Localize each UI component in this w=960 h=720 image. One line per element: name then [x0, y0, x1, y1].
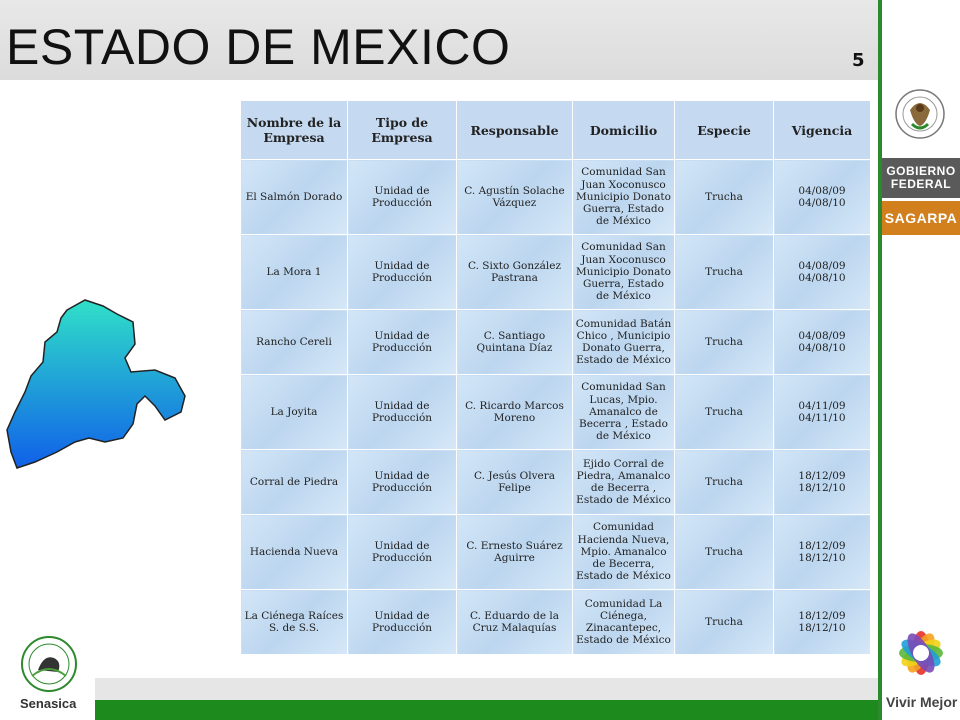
cell-vigencia: [774, 160, 871, 235]
page-number: 5: [852, 50, 865, 71]
vigencia-start: 04/11/09: [798, 399, 846, 412]
table-row: [241, 310, 871, 375]
vigencia-start: 04/08/09: [798, 184, 846, 197]
cell-nombre: Hacienda Nueva: [241, 515, 348, 590]
cell-nombre: La Joyita: [241, 375, 348, 450]
cell-responsable: C. Ricardo Marcos Moreno: [457, 375, 573, 450]
cell-especie: Trucha: [675, 160, 774, 235]
cell-responsable: C. Sixto González Pastrana: [457, 235, 573, 310]
table-row: [241, 450, 871, 515]
sagarpa-logo: SAGARPA: [882, 201, 960, 235]
vigencia-start: 18/12/09: [798, 539, 846, 552]
cell-nombre: Corral de Piedra: [241, 450, 348, 515]
header-nombre: Nombre de la Empresa: [241, 101, 348, 160]
cell-especie: Trucha: [675, 590, 774, 655]
cell-domicilio: Comunidad San Lucas, Mpio. Amanalco de Becerra , Estado de México: [573, 375, 675, 450]
table-row: [241, 235, 871, 310]
cell-vigencia: [774, 590, 871, 655]
vigencia-start: 04/08/09: [798, 329, 846, 342]
cell-tipo: Unidad de Producción: [348, 310, 457, 375]
cell-domicilio: Comunidad San Juan Xoconusco Municipio Donato Guerra, Estado de México: [573, 235, 675, 310]
cell-vigencia: [774, 515, 871, 590]
cell-domicilio: Comunidad San Juan Xoconusco Municipio Donato Guerra, Estado de México: [573, 160, 675, 235]
vigencia-end: 18/12/10: [798, 552, 846, 564]
gobierno-federal-logo: [882, 158, 960, 198]
vigencia-end: 18/12/10: [798, 622, 846, 634]
vigencia-start: 18/12/09: [798, 609, 846, 622]
cell-domicilio: Comunidad La Ciénega, Zinacantepec, Estado de México: [573, 590, 675, 655]
cell-tipo: Unidad de Producción: [348, 590, 457, 655]
senasica-label: Senasica: [20, 696, 77, 711]
state-map-icon: [5, 292, 201, 474]
vigencia-end: 04/08/10: [798, 197, 846, 209]
table-row: [241, 515, 871, 590]
cell-nombre: La Ciénega Raíces S. de S.S.: [241, 590, 348, 655]
footer-green-bar: [95, 700, 878, 720]
footer-gray-bar: [95, 678, 878, 700]
sidebar-divider: [878, 0, 882, 720]
cell-responsable: C. Agustín Solache Vázquez: [457, 160, 573, 235]
header-domicilio: Domicilio: [573, 101, 675, 160]
gobierno-line2: FEDERAL: [890, 177, 952, 191]
cell-tipo: Unidad de Producción: [348, 515, 457, 590]
cell-vigencia: [774, 235, 871, 310]
table-row: [241, 590, 871, 655]
cell-domicilio: Comunidad Batán Chico , Municipio Donato Guerra, Estado de México: [573, 310, 675, 375]
national-seal-icon: [892, 80, 948, 150]
senasica-logo-icon: [10, 632, 88, 694]
header-vigencia: Vigencia: [774, 101, 871, 160]
cell-especie: Trucha: [675, 515, 774, 590]
empresas-table-container: [240, 100, 870, 652]
vigencia-start: 04/08/09: [798, 259, 846, 272]
vigencia-end: 04/08/10: [798, 342, 846, 354]
cell-tipo: Unidad de Producción: [348, 235, 457, 310]
vigencia-end: 04/08/10: [798, 272, 846, 284]
cell-nombre: La Mora 1: [241, 235, 348, 310]
table-row: [241, 160, 871, 235]
empresas-table: [240, 100, 871, 655]
header-tipo: Tipo de Empresa: [348, 101, 457, 160]
cell-especie: Trucha: [675, 450, 774, 515]
vivir-mejor-label: Vivir Mejor: [886, 694, 958, 710]
cell-responsable: C. Jesús Olvera Felipe: [457, 450, 573, 515]
header-especie: Especie: [675, 101, 774, 160]
cell-vigencia: [774, 310, 871, 375]
vigencia-end: 04/11/10: [798, 412, 846, 424]
vivir-mejor-flower-icon: [888, 620, 954, 686]
table-header-row: [241, 101, 871, 160]
cell-vigencia: [774, 450, 871, 515]
cell-especie: Trucha: [675, 310, 774, 375]
cell-especie: Trucha: [675, 235, 774, 310]
cell-especie: Trucha: [675, 375, 774, 450]
cell-domicilio: Comunidad Hacienda Nueva, Mpio. Amanalco de Becerra, Estado de México: [573, 515, 675, 590]
cell-tipo: Unidad de Producción: [348, 160, 457, 235]
table-row: [241, 375, 871, 450]
cell-responsable: C. Santiago Quintana Díaz: [457, 310, 573, 375]
vigencia-end: 18/12/10: [798, 482, 846, 494]
page-title: ESTADO DE MEXICO: [6, 19, 511, 75]
vigencia-start: 18/12/09: [798, 469, 846, 482]
cell-domicilio: Ejido Corral de Piedra, Amanalco de Becerra , Estado de México: [573, 450, 675, 515]
cell-tipo: Unidad de Producción: [348, 450, 457, 515]
gobierno-line1: GOBIERNO: [886, 164, 956, 178]
cell-tipo: Unidad de Producción: [348, 375, 457, 450]
cell-nombre: Rancho Cereli: [241, 310, 348, 375]
cell-responsable: C. Ernesto Suárez Aguirre: [457, 515, 573, 590]
header-responsable: Responsable: [457, 101, 573, 160]
cell-nombre: El Salmón Dorado: [241, 160, 348, 235]
cell-responsable: C. Eduardo de la Cruz Malaquías: [457, 590, 573, 655]
cell-vigencia: [774, 375, 871, 450]
